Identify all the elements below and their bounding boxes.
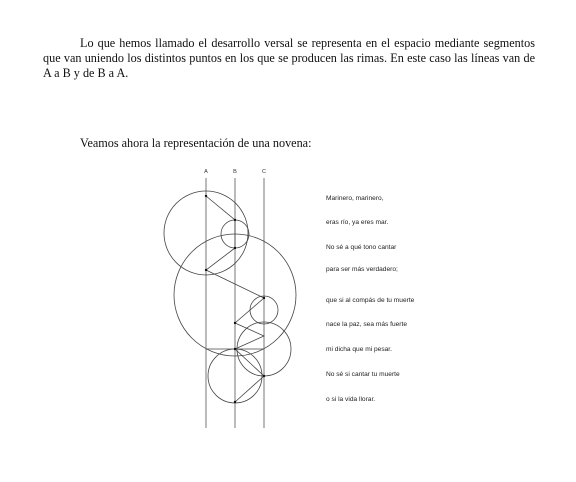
verse-line: mi dicha que mi pesar.: [326, 346, 392, 353]
intro-sentence: Veamos ahora la representación de una novena:: [80, 136, 312, 150]
column-label-b: B: [233, 169, 237, 175]
rhyme-point: [263, 375, 265, 377]
verse-line: No sé si cantar tu muerte: [326, 371, 400, 378]
verse-line: nace la paz, sea más fuerte: [326, 321, 408, 328]
body-paragraph: Lo que hemos llamado el desarrollo versal se representa en el espacio mediante segmentos que van uniendo los distintos puntos en los que se producen las rimas. En este caso las líneas van de A a B y de B a A.: [43, 36, 535, 80]
rhyme-point: [234, 219, 236, 221]
rhyme-point: [234, 322, 236, 324]
column-label-a: A: [204, 169, 208, 175]
rhyme-point: [234, 247, 236, 249]
rhyme-point: [234, 401, 236, 403]
verse-line: o si la vida llorar.: [326, 396, 376, 403]
rhyme-point: [205, 195, 207, 197]
rhyme-point: [234, 348, 236, 350]
verse-line: No sé a qué tono cantar: [326, 244, 397, 251]
column-label-c: C: [262, 169, 266, 175]
rhyme-point: [205, 269, 207, 271]
verse-line: Marinero, marinero,: [326, 195, 384, 202]
rhyme-point: [263, 297, 265, 299]
verse-line: para ser más verdadero;: [326, 266, 398, 273]
verse-line: eras río, ya eres mar.: [326, 219, 389, 226]
verse-line: que si al compás de tu muerte: [326, 297, 415, 304]
